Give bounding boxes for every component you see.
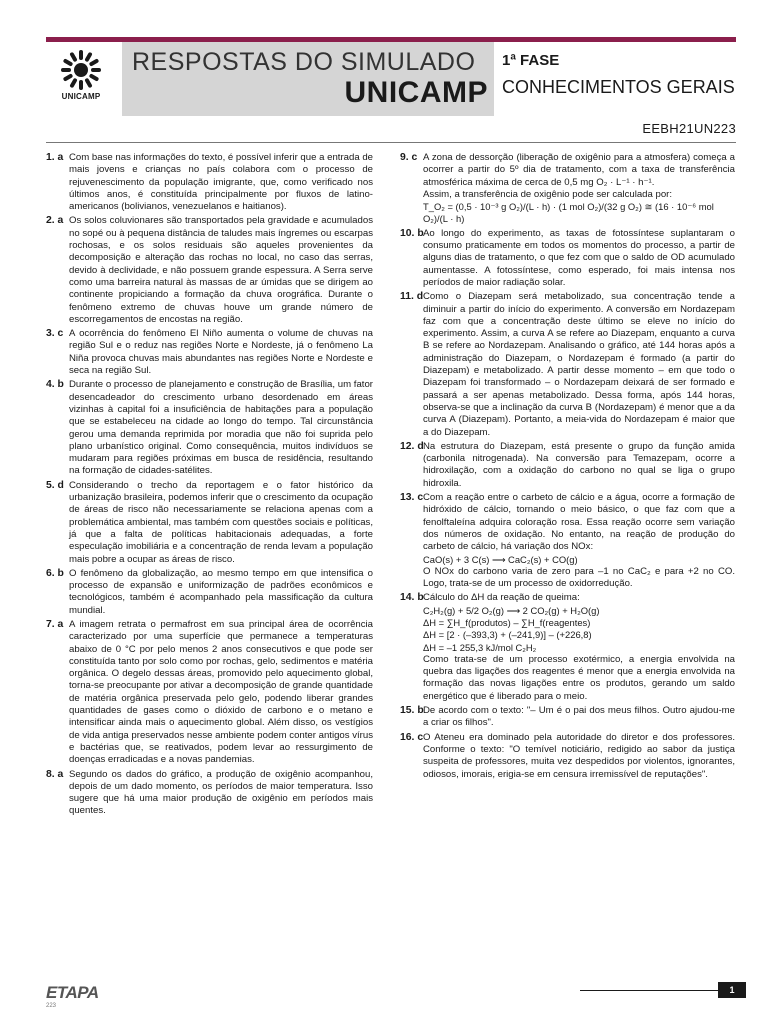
answer-item: [46, 152, 373, 213]
formula-line: ΔH = ∑H_f(produtos) – ∑H_f(reagentes): [423, 616, 591, 628]
answer-item: [400, 492, 735, 590]
answer-item: [400, 291, 735, 439]
formula: C₂H₂(g) + 5/2 O₂(g) ⟶ 2 CO₂(g) + H₂O(g): [423, 604, 600, 616]
answers-column-left: [46, 152, 373, 820]
answer-item: [400, 705, 735, 730]
answer-number: 8. a: [46, 768, 64, 780]
answer-number: 2. a: [46, 215, 64, 227]
answer-item: [400, 441, 735, 490]
answer-number: 15. b: [400, 705, 424, 717]
answer-number: 6. b: [46, 567, 64, 579]
answer-text: Como o Diazepam será metabolizado, sua concentração tende a diminuir a partir do início do experimento. A conversão em Nordazepam faz com que a concentração deste último se eleve no início do experimento. Assim, a curva A se refere ao Diazepam, enquanto a curva B se refere ao Nordazepam. Analisando o gráfico, até 144 horas após a administração do Diazepam, o Nordazepam é formado (a partir do Diazepam) e metabolizado. A partir desse momento – em que todo o Diazepam foi transformado – o Nordazepam deixará de ser formado e passará a ser apenas metabolizado. Dessa forma, após 144 horas, observa-se que a inclinação da curva B (Nordazepam) é menor que a da curva A (Diazepam). Portanto, a meia-vida do Nordazepam é maior que a do Diazepam.: [423, 291, 735, 438]
answer-text: A imagem retrata o permafrost em sua principal área de ocorrência caracterizado por uma superfície que permanece a temperaturas abaixo de 0 °C por pelo menos 2 anos consecutivos e que pode ser constituída tanto por solo como por rochas, gelo, sedimentos e matéria orgânica. O degelo dessas áreas, promovido pelo aquecimento global, torna-se preocupante por ativar a decomposição de grande quantidade de matéria orgânica preservada pelo gelo, podendo liberar grandes quantidades de gases como o dióxido de carbono e o metano e intensificar ainda mais o aquecimento global. Além disso, os vestígios de vida antiga preservados nesse ambiente podem conter antigos vírus e bactérias que, se reativados, podem levar ao ressurgimento de doenças erradicadas e a novas pandemias.: [69, 618, 373, 766]
answer-item: [400, 732, 735, 781]
answer-item: [46, 215, 373, 326]
answer-number: 5. d: [46, 479, 64, 491]
answer-number: 12. d: [400, 440, 424, 452]
answer-text: O fenômeno da globalização, ao mesmo tempo em que intensifica o processo de expansão e uniformização de padrões econômicos e tecnológicos, também é acompanhado pela massificação da cultura mundial.: [69, 567, 373, 616]
answer-number: 16. c: [400, 731, 424, 743]
answer-text: O Ateneu era dominado pela autoridade do diretor e dos professores. Conforme o texto: "O temível noticiário, redigido ao sabor da justiça suspeita de professores, muita vez despedidos por violentos, ignorantes, odiosos, imorais, erigia-se em censura irremissível de reputações".: [423, 731, 735, 780]
answer-item: [46, 480, 373, 566]
answer-number: 9. c: [400, 152, 418, 163]
answer-item: [46, 769, 373, 818]
page-title-line1: RESPOSTAS DO SIMULADO: [132, 48, 476, 76]
formula-line: ΔH = –1 255,3 kJ/mol C₂H₂: [423, 641, 537, 653]
answer-item: [400, 228, 735, 289]
answer-text: A zona de dessorção (liberação de oxigênio para a atmosfera) começa a ocorrer a partir do 5º dia de tratamento, com a taxa de transferência atmosférica máxima de cerca de 0,5 mg O₂ · L⁻¹ · h⁻¹.: [423, 152, 735, 188]
answer-number: 4. b: [46, 379, 64, 391]
answer-item: [46, 328, 373, 377]
answer-text: Com base nas informações do texto, é possível inferir que a entrada de mais jovens e crianças no país colabora com o processo de rejuvenescimento da população imigrante, que, como verificado nos últimos anos, é constituída principalmente por fluxos de latino-americanos (bolivianos, venezuelanos e haitianos).: [69, 152, 373, 213]
answer-text: Ao longo do experimento, as taxas de fotossíntese suplantaram o consumo praticamente em todos os momentos do processo, a partir de alguns dias de tratamento, o que fez com que o saldo de OD acumulado aumentasse. A fotossíntese, como esperado, foi mais intensa nos períodos de maior radiação solar.: [423, 227, 735, 288]
formula-line: ΔH = [2 · (–393,3) + (–241,9)] – (+226,8): [423, 629, 592, 641]
page-number: 1: [718, 982, 746, 998]
answer-extra-text: Como trata-se de um processo exotérmico, a energia envolvida na quebra das ligações dos reagentes é menor que a energia envolvida na formação das novas ligações entre os produtos, gerando um saldo energético que é liberado para o meio.: [423, 653, 735, 702]
etapa-sub-label: 223: [46, 1003, 57, 1009]
phase-label: 1ª FASE: [502, 52, 560, 69]
answer-text: Com a reação entre o carbeto de cálcio e a água, ocorre a formação de hidróxido de cálcio, tornando o meio básico, o que faz com que a fenolftaleína adquira coloração rosa. Essa reação ocorre sem variação dos números de oxidação. No entanto, na reação de produção do carbeto de cálcio, há variação dos NOx:: [423, 492, 735, 553]
answer-text: Na estrutura do Diazepam, está presente o grupo da função amida (carbonila nitrogenada). Na conversão para Temazepam, ocorre a hidroxilação, com a oxidação do carbono no qual se liga o grupo hidroxila.: [423, 440, 735, 489]
answer-text: Segundo os dados do gráfico, a produção de oxigênio acompanhou, depois de um dado momento, os períodos de maior temperatura. Isso sugere que há uma maior produção de oxigênio em períodos mais quentes.: [69, 768, 373, 817]
answer-item: [46, 379, 373, 477]
formula: CaO(s) + 3 C(s) ⟶ CaC₂(s) + CO(g): [423, 553, 578, 565]
answer-extra-text: O NOx do carbono varia de zero para –1 no CaC₂ e para +2 no CO. Logo, trata-se de um processo de oxidorredução.: [423, 565, 735, 590]
subject-label: CONHECIMENTOS GERAIS: [502, 77, 735, 97]
document-code: EEBH21UN223: [642, 121, 736, 136]
answer-item: [400, 152, 735, 226]
header-divider: [46, 142, 736, 143]
answer-text: Considerando o trecho da reportagem e o fator histórico da urbanização brasileira, podemos inferir que o crescimento da ocupação de áreas de risco não necessariamente se relaciona apenas com a problemática ambiental, mas também com questões sociais e políticas, já que a falta de políticas habitacionais adequadas, a forte especulação imobiliária e a concentração de renda levam a população mais pobre a ocupar as áreas de risco.: [69, 479, 373, 565]
logo-label: UNICAMP: [61, 92, 101, 101]
answer-number: 1. a: [46, 152, 64, 163]
answer-item: [400, 592, 735, 703]
answer-number: 13. c: [400, 492, 424, 504]
page-title-line2: UNICAMP: [344, 76, 488, 109]
answer-extra-text: Assim, a transferência de oxigênio pode ser calculada por:: [423, 188, 673, 200]
answer-text: A ocorrência do fenômeno El Niño aumenta o volume de chuvas na região Sul e o reduz nas regiões Norte e Nordeste, já o fenômeno La Niña provoca chuvas mais abundantes nas regiões Norte e Nordeste e seca na região Sul.: [69, 328, 373, 377]
answer-number: 14. b: [400, 592, 424, 604]
answer-number: 10. b: [400, 227, 424, 239]
answers-column-right: [400, 152, 735, 783]
answer-number: 3. c: [46, 328, 64, 340]
formula: T_O₂ = (0,5 · 10⁻³ g O₂)/(L · h) · (1 mol O₂)/(32 g O₂) ≅ (16 · 10⁻⁶ mol O₂)/(L · h): [423, 201, 714, 225]
answer-item: [46, 619, 373, 767]
answer-text: Cálculo do ΔH da reação de queima:: [423, 592, 580, 604]
answer-item: [46, 568, 373, 617]
answer-number: 7. a: [46, 618, 64, 630]
answer-text: Durante o processo de planejamento e construção de Brasília, um fator desencadeador do crescimento urbano desordenado em áreas vizinhas à capital foi a insuficiência de habitações para a população que se estabeleceu na cidade ao longo do tempo. Tal circunstância gerou uma demanda reprimida por moradia que não foi suprida pelo plano urbanístico original. Como consequência, muitos indivíduos se mudaram para regiões próximas em busca de residência, resultando na formação de cidades-satélites.: [69, 379, 373, 477]
footer-line: [580, 990, 736, 991]
answer-text: De acordo com o texto: "– Um é o pai dos meus filhos. Outro ajudou-me a criar os filhos".: [423, 705, 735, 729]
answer-text: Os solos coluvionares são transportados pela gravidade e acumulados no sopé ou à pequena distância de taludes mais íngremes ou escarpas rochosas, e os solos residuais são aqueles provenientes da decomposição e alteração das rochas no local, no caso das serras, devido à declividade, e não possuem grande espessura. A Serra serve como uma barreira natural às massas de ar úmidas que se dirigem ao continente propiciando a formação da chuva orográfica. Durante o fenômeno extremo de chuvas houve um grande número de escorregamentos de encostas na região.: [69, 215, 373, 325]
answer-number: 11. d: [400, 291, 424, 303]
etapa-logo: ETAPA: [46, 983, 99, 1002]
